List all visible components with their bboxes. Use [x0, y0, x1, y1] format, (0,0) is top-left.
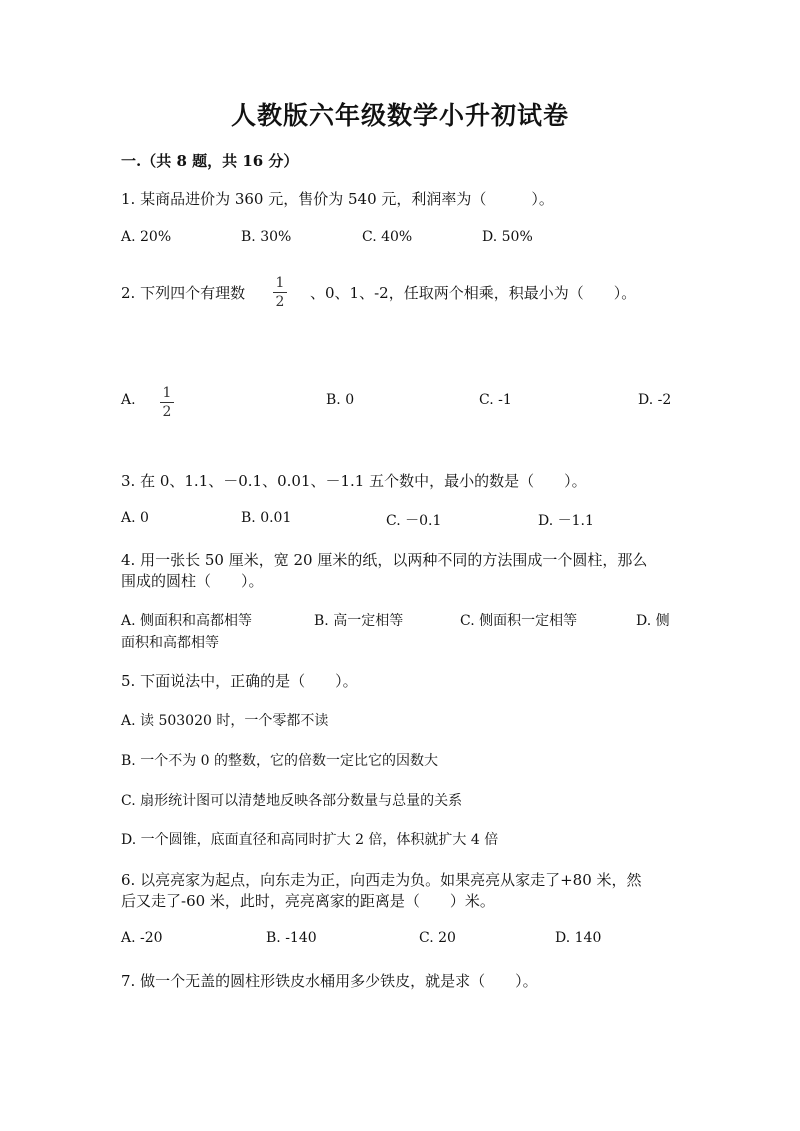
q3-option-a: A. 0: [121, 510, 149, 526]
q4-option-d: D. 侧: [636, 613, 670, 629]
q6-option-c: C. 20: [419, 930, 456, 946]
q1-option-a: A. 20%: [121, 229, 172, 245]
q2-option-a: A.: [121, 392, 136, 408]
q5-option-b: B. 一个不为 0 的整数，它的倍数一定比它的因数大: [121, 753, 438, 769]
question-5: 5. 下面说法中，正确的是（ ）。: [121, 672, 358, 690]
q6-option-a: A. -20: [121, 930, 163, 946]
q2-option-d: D. -2: [638, 392, 672, 408]
q1-option-c: C. 40%: [362, 229, 413, 245]
q2-option-b: B. 0: [326, 392, 355, 408]
q4-option-c: C. 侧面积一定相等: [460, 613, 578, 629]
q5-option-c: C. 扇形统计图可以清楚地反映各部分数量与总量的关系: [121, 793, 463, 809]
q4-option-a: A. 侧面积和高都相等: [121, 613, 253, 629]
q2-fraction-denominator: 2: [275, 294, 285, 310]
q5-option-a: A. 读 503020 时，一个零都不读: [121, 713, 329, 729]
q4-option-d-continued: 面积和高都相等: [121, 635, 219, 651]
question-6-line-2: 后又走了-60 米，此时，亮亮离家的距离是（ ）米。: [121, 892, 495, 910]
q3-option-c: C. －0.1: [386, 513, 442, 529]
q2-option-c: C. -1: [479, 392, 512, 408]
q5-option-d: D. 一个圆锥，底面直径和高同时扩大 2 倍，体积就扩大 4 倍: [121, 832, 499, 848]
question-4-line-2: 围成的圆柱（ ）。: [121, 572, 264, 590]
q2-option-a-fraction: [160, 386, 174, 419]
question-1: 1. 某商品进价为 360 元，售价为 540 元，利润率为（ ）。: [121, 190, 554, 208]
q2-option-a-denominator: 2: [162, 404, 172, 420]
q2-fraction-numerator: 1: [275, 275, 285, 291]
question-7: 7. 做一个无盖的圆柱形铁皮水桶用多少铁皮，就是求（ ）。: [121, 972, 538, 990]
q2-option-a-bar: [160, 402, 174, 403]
q6-option-b: B. -140: [266, 930, 317, 946]
page-title: 人教版六年级数学小升初试卷: [230, 101, 569, 130]
question-6-line-1: 6. 以亮亮家为起点，向东走为正，向西走为负。如果亮亮从家走了+80 米，然: [121, 871, 642, 889]
q2-fraction: [273, 276, 287, 309]
q2-fraction-bar: [273, 292, 287, 293]
q6-option-d: D. 140: [555, 930, 602, 946]
q4-option-b: B. 高一定相等: [314, 613, 404, 629]
q3-option-b: B. 0.01: [241, 510, 292, 526]
section-heading: 一.（共 8 题，共 16 分）: [121, 152, 299, 170]
question-2-end: 、0、1、-2，任取两个相乘，积最小为（ ）。: [310, 284, 637, 302]
q3-option-d: D. －1.1: [538, 513, 594, 529]
question-2-start: 2. 下列四个有理数: [121, 284, 246, 302]
q1-option-b: B. 30%: [241, 229, 292, 245]
question-4-line-1: 4. 用一张长 50 厘米，宽 20 厘米的纸，以两种不同的方法围成一个圆柱，那么: [121, 551, 648, 569]
q2-option-a-numerator: 1: [162, 385, 172, 401]
q1-option-d: D. 50%: [482, 229, 533, 245]
question-3: 3. 在 0、1.1、－0.1、0.01、－1.1 五个数中，最小的数是（ ）。: [121, 472, 587, 490]
